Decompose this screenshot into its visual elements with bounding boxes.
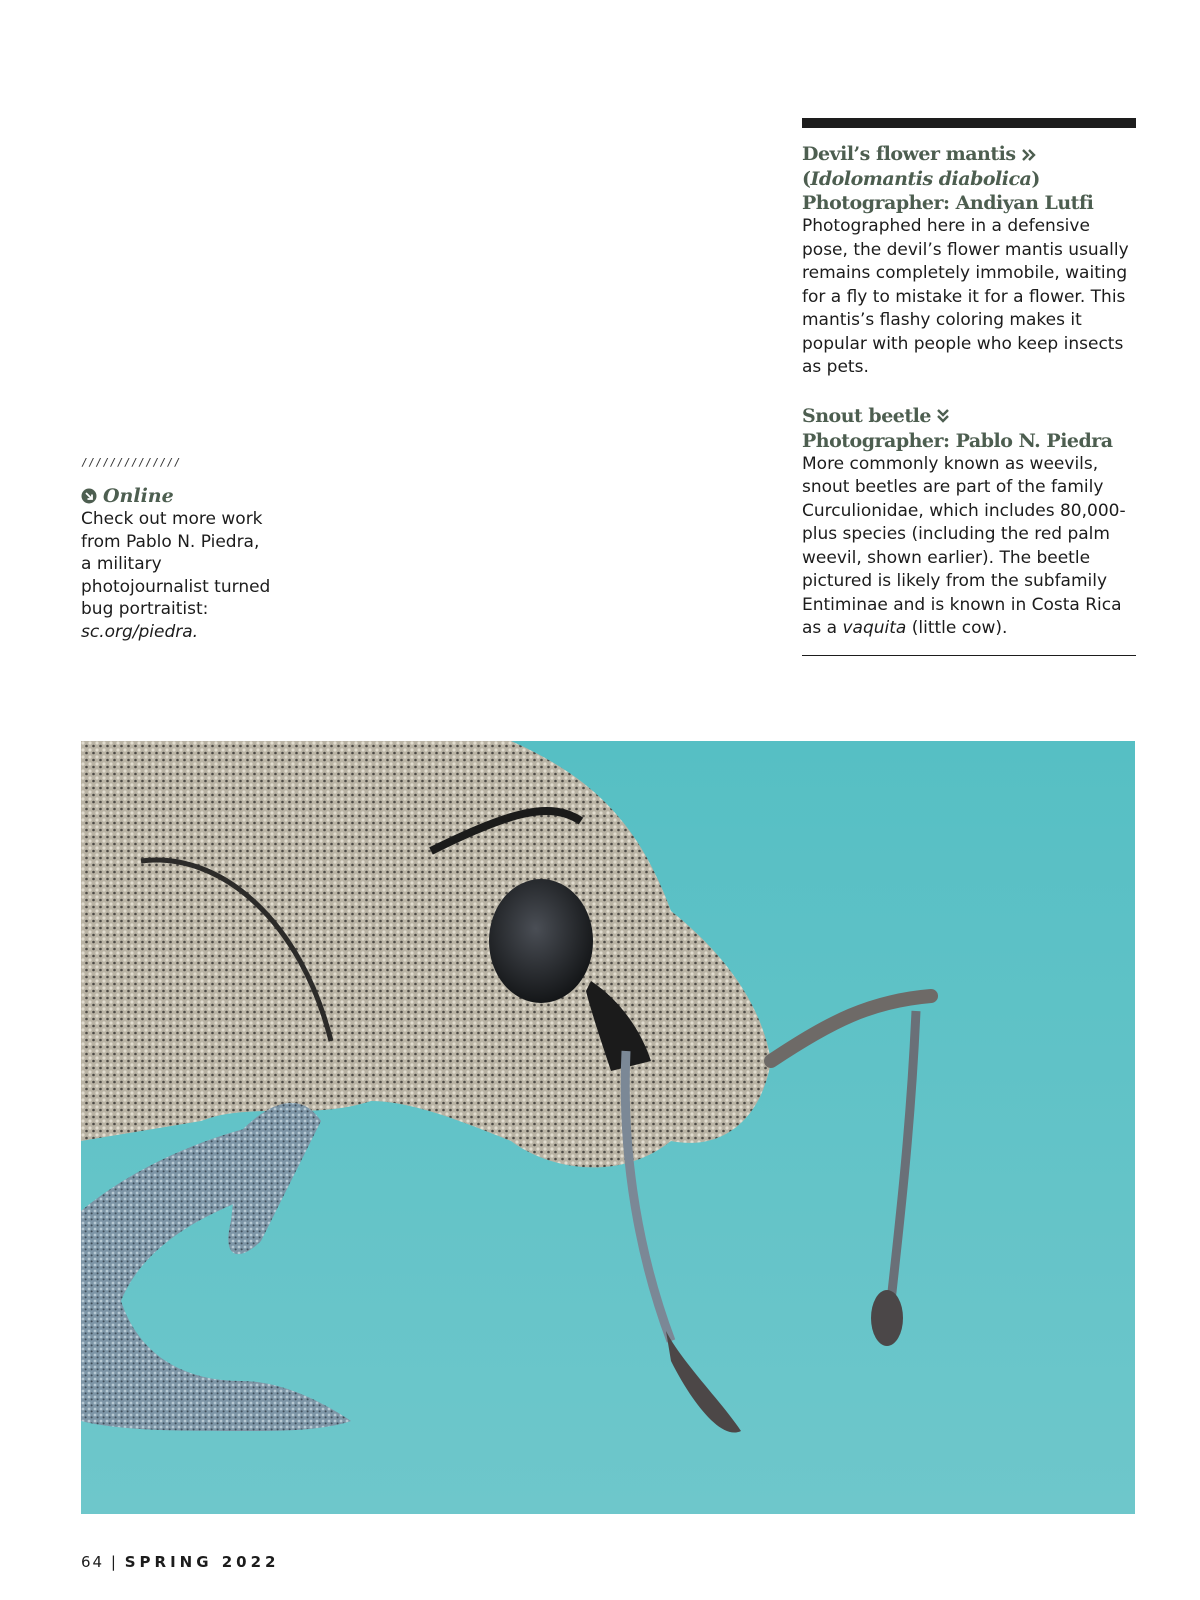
caption-sidebar bbox=[802, 118, 1136, 656]
caption-latin-mantis: (Idolomantis diabolica) bbox=[802, 168, 1040, 190]
caption-entry-mantis bbox=[802, 142, 1136, 380]
page-number: 64 bbox=[81, 1553, 105, 1571]
online-text: Check out more work from Pablo N. Piedra, a military photojournalist turned bug portraitist: sc.org/piedra. bbox=[81, 509, 271, 642]
double-chevron-right-icon bbox=[1022, 143, 1036, 167]
double-chevron-down-icon bbox=[937, 405, 949, 429]
caption-photographer-beetle: Photographer: Pablo N. Piedra bbox=[802, 429, 1113, 452]
online-heading: Online bbox=[81, 485, 271, 507]
caption-title-mantis: Devil’s flower mantis bbox=[802, 142, 1136, 167]
caption-entry-beetle bbox=[802, 404, 1136, 641]
online-callout bbox=[81, 456, 271, 643]
page-footer bbox=[81, 1553, 279, 1571]
caption-photographer-mantis: Photographer: Andiyan Lutfi bbox=[802, 192, 1094, 214]
caption-body-beetle: More commonly known as weevils, snout beetles are part of the family Curculionidae, which includes 80,000-plus species (including the red palm weevil, shown earlier). The beetle pictured is likely from the subfamily Entiminae and is known in Costa Rica as a vaquita (little cow). bbox=[802, 453, 1126, 638]
sidebar-bottom-rule bbox=[802, 655, 1136, 656]
arrow-circle-icon bbox=[81, 488, 97, 504]
caption-body-mantis: Photographed here in a defensive pose, the devil’s flower mantis usually remains completely immobile, waiting for a fly to mistake it for a flower. This mantis’s flashy coloring makes it popular with people who keep insects as pets. bbox=[802, 216, 1129, 377]
caption-title-beetle: Snout beetle bbox=[802, 404, 1136, 429]
online-link[interactable]: sc.org/piedra. bbox=[81, 621, 199, 642]
issue-label: SPRING 2022 bbox=[124, 1553, 280, 1571]
weevil-photo bbox=[81, 741, 1135, 1514]
footer-separator: | bbox=[110, 1553, 118, 1571]
weevil-photo-illustration bbox=[81, 741, 1135, 1514]
decorative-slashes: ////////////// bbox=[81, 456, 181, 469]
sidebar-top-rule bbox=[802, 118, 1136, 128]
